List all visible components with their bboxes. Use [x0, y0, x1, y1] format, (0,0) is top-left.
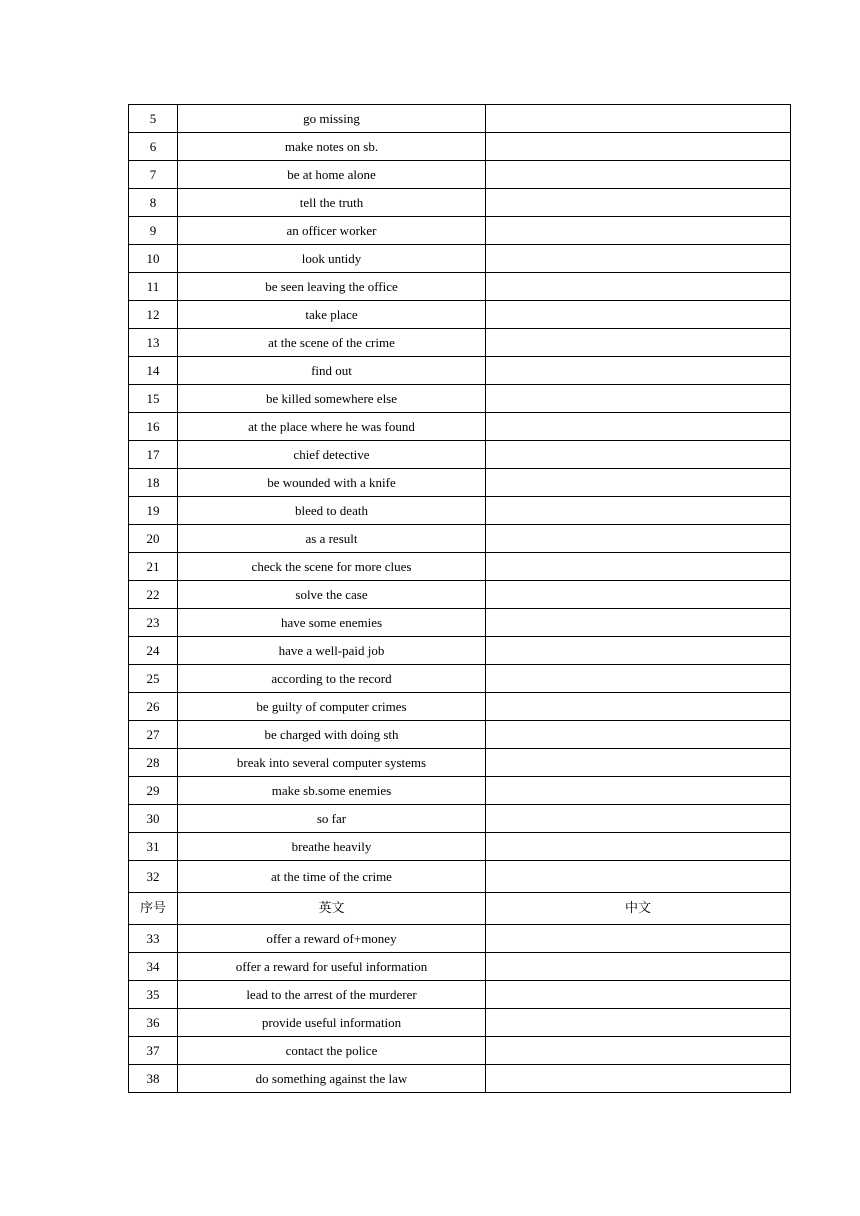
table-row: [129, 693, 791, 721]
row-number-cell: 24: [129, 637, 178, 665]
table-row: [129, 925, 791, 953]
row-number-cell: 9: [129, 217, 178, 245]
chinese-meaning-cell: [486, 777, 791, 805]
chinese-meaning-cell: [486, 441, 791, 469]
chinese-meaning-cell: [486, 833, 791, 861]
english-phrase-cell: have some enemies: [178, 609, 486, 637]
table-row: [129, 637, 791, 665]
chinese-meaning-cell: [486, 1037, 791, 1065]
table-row: [129, 441, 791, 469]
english-phrase-cell: look untidy: [178, 245, 486, 273]
row-number-cell: 13: [129, 329, 178, 357]
table-row: [129, 273, 791, 301]
chinese-meaning-cell: [486, 189, 791, 217]
row-number-cell: 30: [129, 805, 178, 833]
row-number-cell: 7: [129, 161, 178, 189]
chinese-meaning-cell: [486, 133, 791, 161]
chinese-meaning-cell: [486, 553, 791, 581]
table-row: [129, 525, 791, 553]
header-english: 英文: [178, 893, 486, 925]
english-phrase-cell: at the place where he was found: [178, 413, 486, 441]
row-number-cell: 6: [129, 133, 178, 161]
english-phrase-cell: make notes on sb.: [178, 133, 486, 161]
english-phrase-cell: go missing: [178, 105, 486, 133]
table-row: [129, 749, 791, 777]
english-phrase-cell: break into several computer systems: [178, 749, 486, 777]
table-row: [129, 1065, 791, 1093]
row-number-cell: 36: [129, 1009, 178, 1037]
row-number-cell: 35: [129, 981, 178, 1009]
chinese-meaning-cell: [486, 273, 791, 301]
row-number-cell: 31: [129, 833, 178, 861]
english-phrase-cell: at the time of the crime: [178, 861, 486, 893]
table-row: [129, 301, 791, 329]
english-phrase-cell: check the scene for more clues: [178, 553, 486, 581]
row-number-cell: 5: [129, 105, 178, 133]
english-phrase-cell: breathe heavily: [178, 833, 486, 861]
table-row: [129, 981, 791, 1009]
english-phrase-cell: find out: [178, 357, 486, 385]
english-phrase-cell: be guilty of computer crimes: [178, 693, 486, 721]
english-phrase-cell: solve the case: [178, 581, 486, 609]
chinese-meaning-cell: [486, 637, 791, 665]
row-number-cell: 28: [129, 749, 178, 777]
chinese-meaning-cell: [486, 1065, 791, 1093]
table-row: [129, 469, 791, 497]
row-number-cell: 26: [129, 693, 178, 721]
table-row: [129, 553, 791, 581]
table-row: [129, 805, 791, 833]
table-row: [129, 385, 791, 413]
chinese-meaning-cell: [486, 497, 791, 525]
row-number-cell: 32: [129, 861, 178, 893]
row-number-cell: 33: [129, 925, 178, 953]
english-phrase-cell: at the scene of the crime: [178, 329, 486, 357]
chinese-meaning-cell: [486, 693, 791, 721]
table-row: [129, 497, 791, 525]
row-number-cell: 19: [129, 497, 178, 525]
table-row: [129, 1009, 791, 1037]
table-row: [129, 357, 791, 385]
table-row: [129, 189, 791, 217]
row-number-cell: 8: [129, 189, 178, 217]
english-phrase-cell: take place: [178, 301, 486, 329]
table-row: [129, 1037, 791, 1065]
row-number-cell: 23: [129, 609, 178, 637]
chinese-meaning-cell: [486, 665, 791, 693]
row-number-cell: 10: [129, 245, 178, 273]
chinese-meaning-cell: [486, 609, 791, 637]
chinese-meaning-cell: [486, 329, 791, 357]
row-number-cell: 21: [129, 553, 178, 581]
table-row: [129, 665, 791, 693]
table-row: [129, 133, 791, 161]
chinese-meaning-cell: [486, 1009, 791, 1037]
row-number-cell: 29: [129, 777, 178, 805]
chinese-meaning-cell: [486, 525, 791, 553]
english-phrase-cell: be seen leaving the office: [178, 273, 486, 301]
chinese-meaning-cell: [486, 469, 791, 497]
english-phrase-cell: be killed somewhere else: [178, 385, 486, 413]
chinese-meaning-cell: [486, 413, 791, 441]
row-number-cell: 17: [129, 441, 178, 469]
table-row: [129, 217, 791, 245]
row-number-cell: 15: [129, 385, 178, 413]
chinese-meaning-cell: [486, 981, 791, 1009]
table-row: [129, 245, 791, 273]
english-phrase-cell: according to the record: [178, 665, 486, 693]
english-phrase-cell: do something against the law: [178, 1065, 486, 1093]
row-number-cell: 16: [129, 413, 178, 441]
chinese-meaning-cell: [486, 385, 791, 413]
english-phrase-cell: lead to the arrest of the murderer: [178, 981, 486, 1009]
chinese-meaning-cell: [486, 861, 791, 893]
table-row: [129, 861, 791, 893]
english-phrase-cell: as a result: [178, 525, 486, 553]
table-row: [129, 329, 791, 357]
english-phrase-cell: be at home alone: [178, 161, 486, 189]
english-phrase-cell: be wounded with a knife: [178, 469, 486, 497]
table-row: [129, 721, 791, 749]
row-number-cell: 25: [129, 665, 178, 693]
row-number-cell: 14: [129, 357, 178, 385]
table-row: [129, 105, 791, 133]
row-number-cell: 18: [129, 469, 178, 497]
header-chinese: 中文: [486, 893, 791, 925]
row-number-cell: 27: [129, 721, 178, 749]
english-phrase-cell: be charged with doing sth: [178, 721, 486, 749]
english-phrase-cell: provide useful information: [178, 1009, 486, 1037]
chinese-meaning-cell: [486, 105, 791, 133]
english-phrase-cell: contact the police: [178, 1037, 486, 1065]
row-number-cell: 20: [129, 525, 178, 553]
table-row: [129, 581, 791, 609]
row-number-cell: 22: [129, 581, 178, 609]
english-phrase-cell: have a well-paid job: [178, 637, 486, 665]
chinese-meaning-cell: [486, 245, 791, 273]
table-row: [129, 609, 791, 637]
table-row: [129, 833, 791, 861]
chinese-meaning-cell: [486, 217, 791, 245]
chinese-meaning-cell: [486, 953, 791, 981]
row-number-cell: 38: [129, 1065, 178, 1093]
english-phrase-cell: offer a reward for useful information: [178, 953, 486, 981]
table-row: [129, 413, 791, 441]
chinese-meaning-cell: [486, 805, 791, 833]
table-row: [129, 161, 791, 189]
english-phrase-cell: tell the truth: [178, 189, 486, 217]
vocabulary-table-body: [129, 105, 791, 1093]
vocabulary-table: [128, 104, 791, 1093]
english-phrase-cell: bleed to death: [178, 497, 486, 525]
english-phrase-cell: make sb.some enemies: [178, 777, 486, 805]
chinese-meaning-cell: [486, 721, 791, 749]
row-number-cell: 12: [129, 301, 178, 329]
chinese-meaning-cell: [486, 301, 791, 329]
chinese-meaning-cell: [486, 749, 791, 777]
row-number-cell: 37: [129, 1037, 178, 1065]
chinese-meaning-cell: [486, 581, 791, 609]
table-header-row: [129, 893, 791, 925]
chinese-meaning-cell: [486, 161, 791, 189]
english-phrase-cell: so far: [178, 805, 486, 833]
chinese-meaning-cell: [486, 357, 791, 385]
english-phrase-cell: chief detective: [178, 441, 486, 469]
header-number: 序号: [129, 893, 178, 925]
row-number-cell: 11: [129, 273, 178, 301]
table-row: [129, 953, 791, 981]
chinese-meaning-cell: [486, 925, 791, 953]
row-number-cell: 34: [129, 953, 178, 981]
english-phrase-cell: offer a reward of+money: [178, 925, 486, 953]
english-phrase-cell: an officer worker: [178, 217, 486, 245]
table-row: [129, 777, 791, 805]
